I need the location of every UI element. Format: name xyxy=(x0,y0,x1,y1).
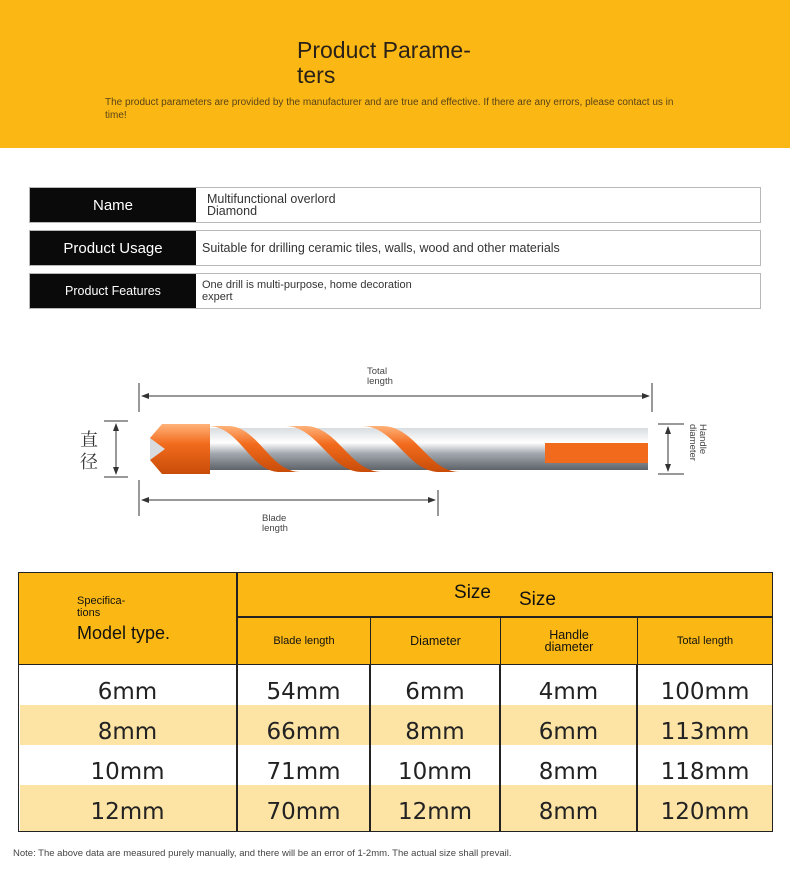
arrow-left-icon xyxy=(141,393,149,399)
size-label: Size xyxy=(519,588,556,610)
table-cell: 71mm xyxy=(266,759,341,785)
table-cell: 12mm xyxy=(90,799,165,825)
total-length-label xyxy=(367,366,393,387)
handle-diameter-word: Handle xyxy=(697,424,708,455)
spec-label-small: Specifica- tions xyxy=(77,595,126,619)
total-length-word: Total xyxy=(367,366,388,377)
table-cell: 10mm xyxy=(90,759,165,785)
arrow-left-icon xyxy=(141,497,149,503)
diameter-cn-char: 直 xyxy=(80,430,98,451)
page-title-line-1: Product Parame- xyxy=(297,37,471,63)
param-label: Name xyxy=(30,188,196,222)
table-cell: 113mm xyxy=(660,719,750,745)
handle-diameter-label xyxy=(687,424,708,461)
param-row-usage xyxy=(29,230,761,266)
arrow-right-icon xyxy=(642,393,650,399)
param-label: Product Features xyxy=(30,274,196,308)
column-header-handle-diameter: Handle diameter xyxy=(500,617,638,665)
size-header-cell xyxy=(237,572,773,617)
diameter-cn-label xyxy=(80,430,104,473)
arrow-down-icon xyxy=(113,467,119,475)
table-cell: 6mm xyxy=(405,679,465,705)
spec-table xyxy=(18,572,773,832)
column-header-blade-length: Blade length xyxy=(237,617,371,665)
diameter-cn-char: 径 xyxy=(80,452,98,473)
drill-diagram xyxy=(0,350,790,540)
column-header-total-length: Total length xyxy=(637,617,773,665)
handle-orange-band xyxy=(545,443,648,463)
column-header-diameter: Diameter xyxy=(370,617,501,665)
blade-length-word: Blade xyxy=(262,513,287,524)
arrow-down-icon xyxy=(665,464,671,472)
param-row-name xyxy=(29,187,761,223)
arrow-up-icon xyxy=(113,423,119,431)
table-cell: 12mm xyxy=(397,799,473,825)
table-cell: 4mm xyxy=(538,679,599,705)
page-title-line-2: ters xyxy=(297,62,336,88)
param-label: Product Usage xyxy=(30,231,196,265)
page-subtitle: The product parameters are provided by the manufacturer and are true and effective. If there are any errors, please contact us in time! xyxy=(105,97,674,121)
blade-length-label xyxy=(262,513,289,534)
table-cell: 8mm xyxy=(97,719,158,745)
table-cell: 120mm xyxy=(660,799,750,825)
blade-length-word: length xyxy=(262,523,288,534)
model-type-label: Model type. xyxy=(77,623,171,643)
param-value: One drill is multi-purpose, home decoration expert xyxy=(202,279,412,303)
page-title xyxy=(297,38,517,88)
table-cell: 6mm xyxy=(538,719,599,745)
table-cell: 118mm xyxy=(660,759,750,785)
param-value: Suitable for drilling ceramic tiles, walls, wood and other materials xyxy=(202,241,560,255)
arrow-up-icon xyxy=(665,426,671,434)
handle-diameter-word: diameter xyxy=(687,424,698,461)
model-header-cell xyxy=(18,572,237,665)
table-cell: 8mm xyxy=(538,759,599,785)
table-cell: 8mm xyxy=(538,799,599,825)
table-cell: 6mm xyxy=(97,679,158,705)
size-label: Size xyxy=(454,581,491,603)
arrow-right-icon xyxy=(428,497,436,503)
footer-note: Note: The above data are measured purely manually, and there will be an error of 1-2mm. The actual size shall prevail. xyxy=(13,848,512,859)
param-value: Multifunctional overlord Diamond xyxy=(207,192,336,218)
table-cell: 100mm xyxy=(660,679,750,705)
total-length-word: length xyxy=(367,376,393,387)
table-cell: 66mm xyxy=(266,719,341,745)
table-cell: 54mm xyxy=(266,679,341,705)
table-cell: 10mm xyxy=(397,759,473,785)
param-row-features xyxy=(29,273,761,309)
table-cell: 8mm xyxy=(405,719,465,745)
table-cell: 70mm xyxy=(266,799,341,825)
